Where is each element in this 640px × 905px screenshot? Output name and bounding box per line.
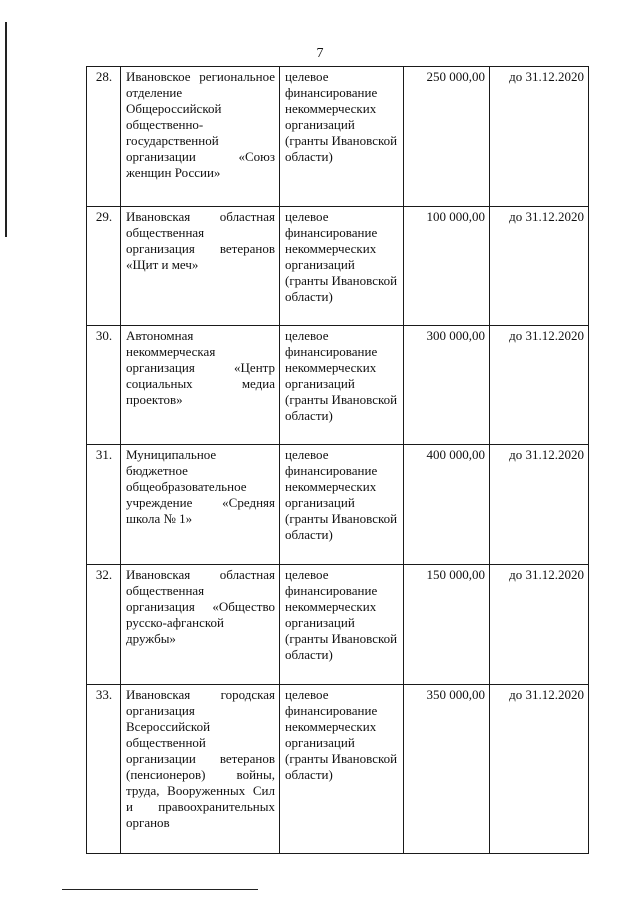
table-row [87, 445, 589, 565]
footnote-rule [62, 889, 258, 890]
amount: 350 000,00 [404, 685, 490, 854]
grants-table [86, 66, 589, 854]
amount: 400 000,00 [404, 445, 490, 565]
row-number: 31. [87, 445, 121, 565]
table-row [87, 207, 589, 326]
funding-purpose: целевое финансирование некоммерческих организаций (гранты Ивановской области) [280, 445, 404, 565]
funding-purpose: целевое финансирование некоммерческих организаций (гранты Ивановской области) [280, 207, 404, 326]
table-row [87, 685, 589, 854]
row-number: 32. [87, 565, 121, 685]
organization-name: Муниципальное бюджетное общеобразовательное учреждение «Средняя школа № 1» [121, 445, 280, 565]
funding-purpose: целевое финансирование некоммерческих организаций (гранты Ивановской области) [280, 326, 404, 445]
organization-name: Ивановская городская организация Всероссийской общественной организации ветеранов (пенсионеров) войны, труда, Вооруженных Сил и правоохранительных органов [121, 685, 280, 854]
row-number: 29. [87, 207, 121, 326]
funding-purpose: целевое финансирование некоммерческих организаций (гранты Ивановской области) [280, 67, 404, 207]
organization-name: Автономная некоммерческая организация «Центр социальных медиа проектов» [121, 326, 280, 445]
amount: 250 000,00 [404, 67, 490, 207]
amount: 300 000,00 [404, 326, 490, 445]
row-number: 30. [87, 326, 121, 445]
deadline: до 31.12.2020 [490, 67, 589, 207]
row-number: 28. [87, 67, 121, 207]
deadline: до 31.12.2020 [490, 445, 589, 565]
deadline: до 31.12.2020 [490, 326, 589, 445]
organization-name: Ивановское региональное отделение Общероссийской общественно-государственной организации «Союз женщин России» [121, 67, 280, 207]
deadline: до 31.12.2020 [490, 565, 589, 685]
table-row [87, 67, 589, 207]
row-number: 33. [87, 685, 121, 854]
table-row [87, 565, 589, 685]
organization-name: Ивановская областная общественная организация ветеранов «Щит и меч» [121, 207, 280, 326]
deadline: до 31.12.2020 [490, 685, 589, 854]
amount: 100 000,00 [404, 207, 490, 326]
amount: 150 000,00 [404, 565, 490, 685]
deadline: до 31.12.2020 [490, 207, 589, 326]
page-number: 7 [316, 46, 324, 61]
funding-purpose: целевое финансирование некоммерческих организаций (гранты Ивановской области) [280, 565, 404, 685]
funding-purpose: целевое финансирование некоммерческих организаций (гранты Ивановской области) [280, 685, 404, 854]
table-row [87, 326, 589, 445]
organization-name: Ивановская областная общественная организация «Общество русско-афганской дружбы» [121, 565, 280, 685]
